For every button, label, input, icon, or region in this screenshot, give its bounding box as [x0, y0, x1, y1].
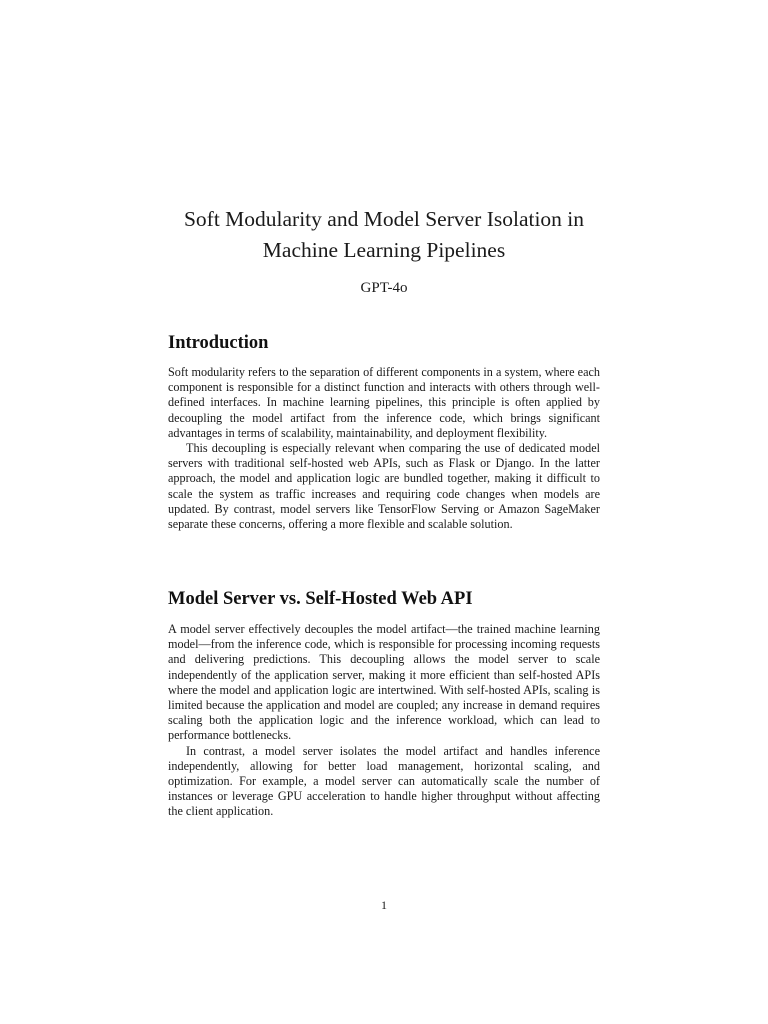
section-heading-model-server: Model Server vs. Self-Hosted Web API [168, 589, 473, 609]
paper-title [0, 204, 768, 266]
paragraph: Soft modularity refers to the separation of different components in a system, where each component is responsible for a distinct function and interacts with others through well-defined interfaces. In machine learning pipelines, this principle is often applied by decoupling the model artifact from the inference code, which brings significant advantages in terms of scalability, maintainability, and deployment flexibility. [168, 365, 600, 440]
paragraph: This decoupling is especially relevant when comparing the use of dedicated model servers with traditional self-hosted web APIs, such as Flask or Django. In the latter approach, the model and application logic are bundled together, making it difficult to scale the system as traffic increases and requiring code changes when models are updated. By contrast, model servers like TensorFlow Serving or Amazon SageMaker separate these concerns, offering a more flexible and scalable solution. [168, 441, 600, 532]
section-body-introduction [168, 365, 600, 532]
title-line-1: Soft Modularity and Model Server Isolation in [183, 207, 585, 231]
title-line-2: Machine Learning Pipelines [262, 238, 506, 262]
paragraph: In contrast, a model server isolates the model artifact and handles inference independently, allowing for better load management, horizontal scaling, and optimization. For example, a model server can automatically scale the number of instances or leverage GPU acceleration to handle higher throughput without affecting the client application. [168, 743, 600, 819]
paragraph: A model server effectively decouples the model artifact—the trained machine learning model—from the inference code, which is responsible for processing incoming requests and delivering predictions. This decoupling allows the model server to scale independently of the application server, making it more efficient than self-hosted APIs where the model and application logic are intertwined. With self-hosted APIs, scaling is limited because the application and model are coupled; any increase in demand requires scaling both the application logic and the inference workload, which can lead to performance bottlenecks. [168, 622, 600, 743]
section-heading-introduction: Introduction [168, 333, 269, 353]
section-body-model-server [168, 622, 600, 820]
author-name: GPT-4o [360, 280, 408, 296]
page-number: 1 [381, 898, 387, 912]
